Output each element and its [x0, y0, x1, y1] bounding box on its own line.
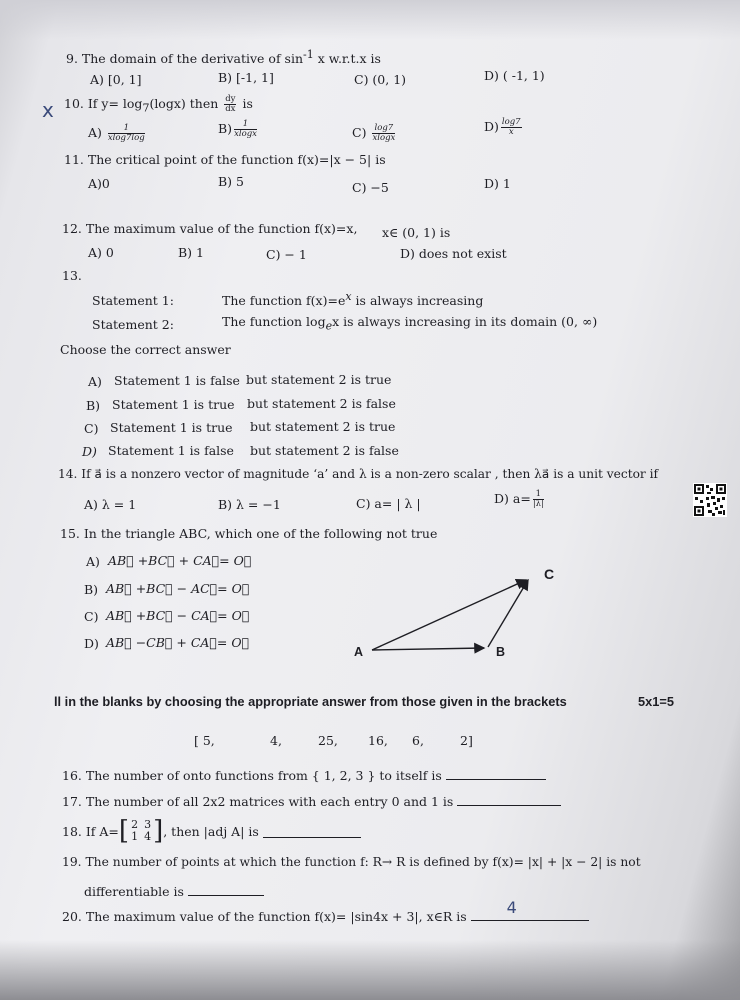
triangle-diagram [346, 560, 576, 670]
q12-option-a: A) 0 [88, 245, 114, 260]
q13-statement1-text: The function $f(x)=e^x$ is always increasing [222, 290, 484, 309]
q11-option-d: D) 1 [484, 176, 511, 191]
q9-option-d: D) ( -1, 1) [484, 68, 545, 83]
q12-option-d: D) does not exist [400, 246, 507, 261]
q16-text: 16. The number of onto functions from { 1, 2, 3 } to itself is [62, 767, 546, 783]
answer-option-4: 16, [368, 733, 388, 748]
section-marks: 5x1=5 [638, 694, 674, 709]
q19-blank[interactable] [188, 883, 264, 896]
q13-statement2-label: Statement 2: [92, 317, 174, 332]
q11-option-c: C) −5 [352, 180, 389, 195]
q11-option-a: A)0 [88, 176, 110, 191]
q12-option-b: B) 1 [178, 245, 204, 260]
matrix-a: [ 2 3 1 4 ] [118, 816, 164, 846]
q15-option-d-label: D) [84, 636, 99, 651]
q15-option-a-label: A) [86, 554, 100, 569]
q15-text: 15. In the triangle ABC, which one of the following not true [60, 526, 438, 541]
q13-number: 13. [62, 268, 82, 283]
q20-handwritten-answer: 4 [506, 898, 517, 917]
triangle-label-a: A [354, 645, 364, 659]
q13-option-d-label: D) [82, 444, 97, 459]
q20-blank[interactable] [471, 898, 589, 921]
q14-text: 14. If a⃗ is a nonzero vector of magnitude ‘a’ and λ is a non-zero scalar , then λa⃗ is a unit vector if [58, 467, 659, 481]
q13-option-c-p: Statement 1 is true [110, 420, 233, 435]
side-ab [372, 648, 484, 650]
q9-text: 9. The domain of the derivative of $\sin^{-1} x$ w.r.t.x is [66, 48, 381, 67]
answer-option-3: 25, [318, 733, 338, 748]
section-title: ll in the blanks by choosing the appropriate answer from those given in the brackets [54, 694, 567, 709]
q13-option-a-p: Statement 1 is false [114, 373, 240, 388]
q14-option-d: D) a= $\frac{1}{|\lambda|}$ [494, 489, 544, 509]
q13-option-c-q: but statement 2 is true [250, 419, 396, 434]
cross-mark: x [42, 98, 54, 122]
q12-text: 12. The maximum value of the function f(x)=x, [62, 221, 358, 236]
q13-option-b-q: but statement 2 is false [247, 396, 396, 411]
answer-option-6: 2] [460, 733, 473, 748]
q12-domain: x∈ (0, 1) is [382, 225, 451, 240]
q13-option-b-label: B) [86, 398, 101, 413]
q13-option-d-q: but statement 2 is false [250, 443, 399, 458]
answer-option-1: [ 5, [194, 733, 215, 748]
q19-text: 19. The number of points at which the function f: R→ R is defined by f(x)= |x| + |x − 2| is not [62, 855, 641, 869]
q11-text: 11. The critical point of the function f(x)=|x − 5| is [64, 152, 386, 167]
q13-option-d-p: Statement 1 is false [108, 443, 234, 458]
q15-option-c-label: C) [84, 609, 99, 624]
q13-statement2-text: The function $\log_ex$ is always increasing in its domain (0, ∞) [222, 314, 598, 333]
side-ac [372, 580, 526, 650]
q13-instruction: Choose the correct answer [60, 342, 231, 357]
q14-option-c: C) a= | λ | [356, 496, 421, 511]
q9-option-a: A) [0, 1] [90, 72, 142, 87]
triangle-label-b: B [496, 645, 506, 659]
q11-option-b: B) 5 [218, 174, 244, 189]
q15-option-d-expr: AB⃗ −CB⃗ + CA⃗= O⃗ [106, 635, 250, 650]
q17-blank[interactable] [457, 793, 561, 806]
q10-option-a: A) $\frac{1}{xlog7\log}$ [88, 123, 145, 143]
q13-option-a-label: A) [88, 374, 102, 389]
q13-option-b-p: Statement 1 is true [112, 397, 235, 412]
q13-statement1-label: Statement 1: [92, 293, 174, 308]
q17-text: 17. The number of all 2x2 matrices with each entry 0 and 1 is [62, 793, 561, 809]
q10-option-d: D) $\frac{\log 7}{x}$ [484, 117, 521, 137]
q14-option-b: B) λ = −1 [218, 497, 281, 512]
answer-option-5: 6, [412, 733, 424, 748]
q10-option-b: B) $\frac{1}{xlogx}$ [218, 119, 257, 139]
q19-text-continued: differentiable is [84, 883, 264, 899]
q9-option-c: C) (0, 1) [354, 72, 407, 87]
q10-text: 10. If $y= \log_7(\log x)$ then $\frac{dy}{dx}$ is [64, 94, 253, 115]
q15-option-a-expr: AB⃗ +BC⃗ + CA⃗= O⃗ [108, 553, 252, 568]
q15-option-b-expr: AB⃗ +BC⃗ − AC⃗= O⃗ [106, 581, 250, 596]
q15-option-b-label: B) [84, 582, 99, 597]
triangle-label-c: C [544, 566, 555, 582]
q18-blank[interactable] [263, 825, 361, 838]
qr-code [693, 483, 727, 517]
q13-option-c-label: C) [84, 421, 99, 436]
answer-option-2: 4, [270, 733, 282, 748]
q14-option-a: A) λ = 1 [84, 497, 137, 512]
q13-option-a-q: but statement 2 is true [246, 372, 392, 387]
side-bc [488, 580, 528, 647]
q20-text: 20. The maximum value of the function f(x)= |sin4x + 3|, x∈R is 4 [62, 908, 589, 924]
q10-option-c: C) $\frac{\log 7}{xlogx}$ [352, 123, 396, 143]
q16-blank[interactable] [446, 767, 546, 780]
q18-text: 18. If A= [ 2 3 1 4 ] , then |adj A| is [62, 818, 361, 844]
q9-option-b: B) [-1, 1] [218, 70, 274, 85]
q12-option-c: C) − 1 [266, 247, 307, 262]
q15-option-c-expr: AB⃗ +BC⃗ − CA⃗= O⃗ [106, 608, 250, 623]
